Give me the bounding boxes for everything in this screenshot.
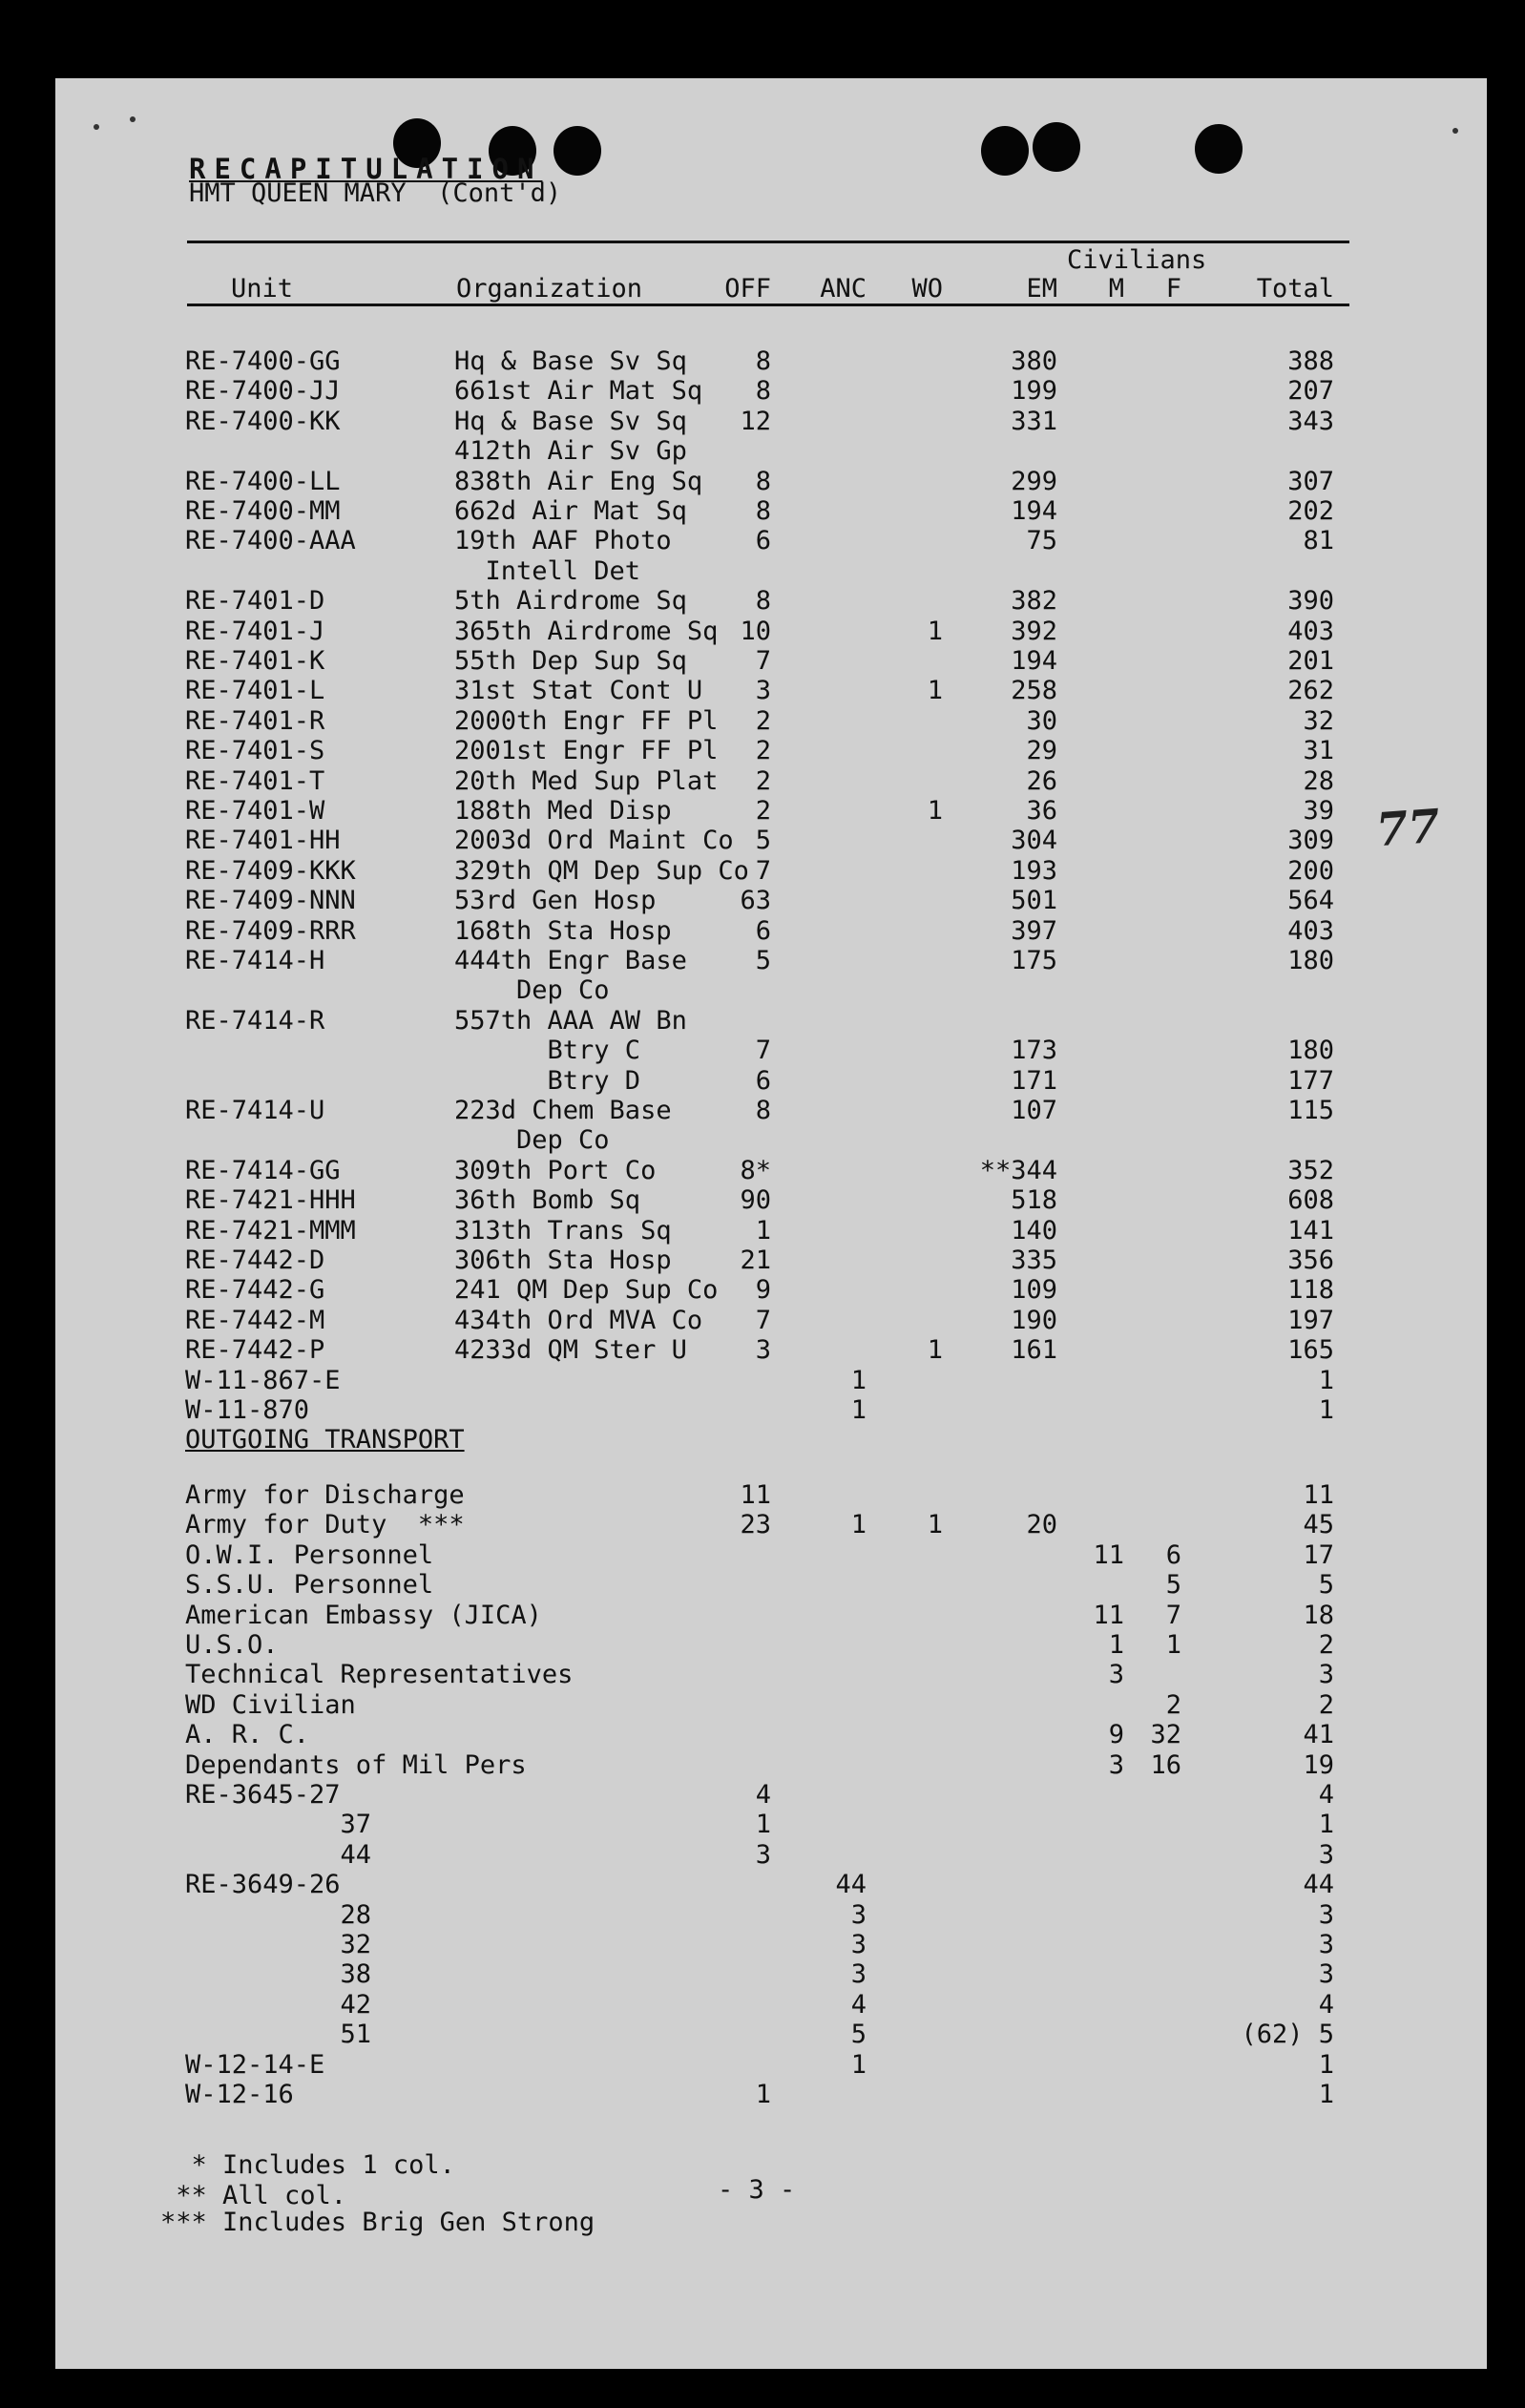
off-cell: 7	[755, 1305, 771, 1335]
em-cell: 29	[1026, 736, 1057, 766]
footnote: * Includes 1 col.	[160, 2150, 455, 2180]
em-cell: 335	[1011, 1246, 1057, 1275]
organization-cell: 55th Dep Sup Sq	[454, 646, 687, 676]
total-cell: 207	[1287, 376, 1334, 407]
wo-cell: 1	[927, 616, 943, 646]
organization-cell: 313th Trans Sq	[454, 1215, 672, 1246]
off-cell: 5	[755, 826, 771, 856]
total-cell: 2	[1318, 1689, 1334, 1720]
speck	[1452, 128, 1458, 134]
organization-cell: 365th Airdrome Sq	[454, 616, 719, 646]
total-cell: 1	[1318, 1810, 1334, 1840]
m-cell: 3	[1108, 1660, 1124, 1690]
col-wo: WO	[911, 274, 943, 304]
off-cell: 90	[740, 1185, 771, 1216]
total-cell: 564	[1287, 886, 1334, 916]
em-cell: 75	[1026, 526, 1057, 556]
outgoing-label: Army for Discharge	[185, 1480, 465, 1510]
f-cell: 6	[1165, 1539, 1181, 1570]
f-cell: 2	[1165, 1689, 1181, 1720]
col-organization: Organization	[456, 274, 643, 304]
total-cell: 115	[1287, 1096, 1334, 1125]
total-cell: 17	[1303, 1539, 1334, 1570]
total-cell: 390	[1287, 586, 1334, 617]
total-cell: 403	[1287, 616, 1334, 646]
col-m: M	[1108, 274, 1124, 304]
off-cell: 8	[755, 466, 771, 496]
col-off: OFF	[724, 274, 771, 304]
em-cell: 20	[1026, 1510, 1057, 1540]
em-cell: 190	[1011, 1305, 1057, 1335]
off-cell: 8	[755, 586, 771, 617]
outgoing-label: S.S.U. Personnel	[185, 1570, 434, 1601]
page-subtitle: HMT QUEEN MARY (Cont'd)	[189, 178, 562, 208]
outgoing-label: U.S.O.	[185, 1630, 279, 1660]
organization-cell: Hq & Base Sv Sq	[454, 346, 687, 376]
unit-cell: RE-7401-L	[185, 676, 325, 706]
total-cell: (62) 5	[1241, 2020, 1334, 2050]
em-cell: 171	[1011, 1065, 1057, 1096]
unit-cell: RE-7442-M	[185, 1305, 325, 1335]
col-total: Total	[1256, 274, 1334, 304]
off-cell: 8	[755, 496, 771, 526]
unit-cell: RE-7400-LL	[185, 466, 341, 496]
off-cell: 1	[755, 1810, 771, 1840]
unit-cell: RE-7401-D	[185, 586, 325, 617]
total-cell: 201	[1287, 646, 1334, 676]
unit-cell: RE-7414-GG	[185, 1155, 341, 1185]
wo-cell: 1	[927, 1510, 943, 1540]
anc-cell: 3	[850, 1959, 867, 1990]
off-cell: 4	[755, 1780, 771, 1810]
unit-cell: RE-7414-U	[185, 1096, 325, 1125]
outgoing-label: 42	[185, 1989, 372, 2020]
m-cell: 11	[1093, 1600, 1124, 1630]
organization-cell: Dep Co	[454, 975, 610, 1006]
unit-cell: RE-7401-W	[185, 796, 325, 826]
outgoing-label: 28	[185, 1899, 372, 1930]
total-cell: 45	[1303, 1510, 1334, 1540]
organization-cell: Intell Det	[454, 555, 641, 586]
off-cell: 6	[755, 1065, 771, 1096]
off-cell: 2	[755, 705, 771, 736]
unit-cell: RE-7409-KKK	[185, 855, 356, 886]
off-cell: 8	[755, 1096, 771, 1125]
off-cell: 23	[740, 1510, 771, 1540]
organization-cell: 412th Air Sv Gp	[454, 436, 687, 467]
em-cell: 258	[1011, 676, 1057, 706]
outgoing-label: 44	[185, 1839, 372, 1870]
total-cell: 1	[1318, 1395, 1334, 1425]
organization-cell: 434th Ord MVA Co	[454, 1305, 703, 1335]
em-cell: **344	[979, 1155, 1057, 1185]
organization-cell: 661st Air Mat Sq	[454, 376, 703, 407]
off-cell: 3	[755, 1335, 771, 1366]
speck	[94, 124, 99, 130]
em-cell: 194	[1011, 496, 1057, 526]
organization-cell: Btry D	[454, 1065, 641, 1096]
anc-cell: 1	[850, 1395, 867, 1425]
f-cell: 16	[1150, 1749, 1181, 1780]
off-cell: 7	[755, 855, 771, 886]
organization-cell: 309th Port Co	[454, 1155, 657, 1185]
anc-cell: 3	[850, 1899, 867, 1930]
em-cell: 36	[1026, 796, 1057, 826]
em-cell: 140	[1011, 1215, 1057, 1246]
total-cell: 32	[1303, 705, 1334, 736]
organization-cell: 444th Engr Base	[454, 946, 687, 975]
total-cell: 81	[1303, 526, 1334, 556]
unit-cell: RE-7409-NNN	[185, 886, 356, 916]
total-cell: 165	[1287, 1335, 1334, 1366]
off-cell: 7	[755, 646, 771, 676]
em-cell: 107	[1011, 1096, 1057, 1125]
anc-cell: 4	[850, 1989, 867, 2020]
footnote: *** Includes Brig Gen Strong	[160, 2208, 595, 2237]
off-cell: 8*	[740, 1155, 771, 1185]
outgoing-label: 32	[185, 1930, 372, 1959]
organization-cell: 557th AAA AW Bn	[454, 1005, 687, 1036]
total-cell: 141	[1287, 1215, 1334, 1246]
unit-cell: RE-7401-K	[185, 646, 325, 676]
f-cell: 5	[1165, 1570, 1181, 1601]
f-cell: 32	[1150, 1720, 1181, 1750]
total-cell: 118	[1287, 1275, 1334, 1306]
em-cell: 304	[1011, 826, 1057, 856]
organization-cell: 241 QM Dep Sup Co	[454, 1275, 719, 1306]
off-cell: 6	[755, 526, 771, 556]
organization-cell: Hq & Base Sv Sq	[454, 406, 687, 436]
total-cell: 309	[1287, 826, 1334, 856]
organization-cell: Btry C	[454, 1036, 641, 1066]
outgoing-label: American Embassy (JICA)	[185, 1600, 542, 1630]
organization-cell: 4233d QM Ster U	[454, 1335, 687, 1366]
total-cell: 19	[1303, 1749, 1334, 1780]
off-cell: 12	[740, 406, 771, 436]
unit-cell: RE-7421-HHH	[185, 1185, 356, 1216]
total-cell: 180	[1287, 1036, 1334, 1066]
col-anc: ANC	[820, 274, 867, 304]
speck	[130, 116, 136, 122]
off-cell: 3	[755, 1839, 771, 1870]
margin-note: 77	[1374, 799, 1442, 858]
total-cell: 3	[1318, 1930, 1334, 1959]
em-cell: 161	[1011, 1335, 1057, 1366]
unit-cell: RE-7409-RRR	[185, 915, 356, 946]
em-cell: 175	[1011, 946, 1057, 975]
total-cell: 1	[1318, 2080, 1334, 2109]
punch-hole	[1033, 122, 1080, 172]
organization-cell: 306th Sta Hosp	[454, 1246, 672, 1275]
off-cell: 2	[755, 796, 771, 826]
organization-cell: 19th AAF Photo	[454, 526, 672, 556]
unit-cell: RE-7414-H	[185, 946, 325, 975]
col-unit: Unit	[231, 274, 294, 304]
unit-cell: RE-7401-T	[185, 765, 325, 796]
header-rule	[187, 304, 1349, 306]
outgoing-label: W-12-14-E	[185, 2049, 325, 2080]
anc-cell: 1	[850, 1365, 867, 1395]
organization-cell: 2000th Engr FF Pl	[454, 705, 719, 736]
unit-cell: RE-7400-MM	[185, 496, 341, 526]
total-cell: 3	[1318, 1899, 1334, 1930]
unit-cell: RE-7400-AAA	[185, 526, 356, 556]
off-cell: 3	[755, 676, 771, 706]
unit-cell: RE-7401-HH	[185, 826, 341, 856]
outgoing-label: 38	[185, 1959, 372, 1990]
em-cell: 501	[1011, 886, 1057, 916]
em-cell: 299	[1011, 466, 1057, 496]
total-cell: 31	[1303, 736, 1334, 766]
off-cell: 1	[755, 2080, 771, 2109]
wo-cell: 1	[927, 796, 943, 826]
off-cell: 5	[755, 946, 771, 975]
outgoing-label: WD Civilian	[185, 1689, 356, 1720]
off-cell: 9	[755, 1275, 771, 1306]
total-cell: 41	[1303, 1720, 1334, 1750]
unit-cell: RE-7400-JJ	[185, 376, 341, 407]
unit-cell: W-11-867-E	[185, 1365, 341, 1395]
outgoing-label: Army for Duty ***	[185, 1510, 465, 1540]
punch-hole	[1195, 124, 1243, 174]
organization-cell: 168th Sta Hosp	[454, 915, 672, 946]
em-cell: 26	[1026, 765, 1057, 796]
organization-cell: 2003d Ord Maint Co	[454, 826, 734, 856]
unit-cell: RE-7401-S	[185, 736, 325, 766]
footnote: ** All col.	[160, 2181, 347, 2210]
em-cell: 173	[1011, 1036, 1057, 1066]
organization-cell: 662d Air Mat Sq	[454, 496, 687, 526]
em-cell: 193	[1011, 855, 1057, 886]
organization-cell: 20th Med Sup Plat	[454, 765, 719, 796]
unit-cell: RE-7421-MMM	[185, 1215, 356, 1246]
em-cell: 199	[1011, 376, 1057, 407]
total-cell: 343	[1287, 406, 1334, 436]
col-civilians: Civilians	[1067, 245, 1207, 275]
outgoing-label: 37	[185, 1810, 372, 1840]
em-cell: 397	[1011, 915, 1057, 946]
organization-cell: 53rd Gen Hosp	[454, 886, 657, 916]
outgoing-heading: OUTGOING TRANSPORT	[185, 1425, 465, 1455]
total-cell: 28	[1303, 765, 1334, 796]
off-cell: 10	[740, 616, 771, 646]
outgoing-label: W-12-16	[185, 2080, 294, 2109]
total-cell: 356	[1287, 1246, 1334, 1275]
unit-cell: W-11-870	[185, 1395, 310, 1425]
total-cell: 200	[1287, 855, 1334, 886]
anc-cell: 1	[850, 1510, 867, 1540]
total-cell: 3	[1318, 1959, 1334, 1990]
anc-cell: 44	[835, 1870, 867, 1900]
f-cell: 1	[1165, 1630, 1181, 1660]
unit-cell: RE-7442-P	[185, 1335, 325, 1366]
em-cell: 382	[1011, 586, 1057, 617]
off-cell: 21	[740, 1246, 771, 1275]
organization-cell: 2001st Engr FF Pl	[454, 736, 719, 766]
col-em: EM	[1026, 274, 1057, 304]
total-cell: 197	[1287, 1305, 1334, 1335]
total-cell: 3	[1318, 1839, 1334, 1870]
anc-cell: 1	[850, 2049, 867, 2080]
unit-cell: RE-7414-R	[185, 1005, 325, 1036]
m-cell: 3	[1108, 1749, 1124, 1780]
off-cell: 63	[740, 886, 771, 916]
total-cell: 2	[1318, 1630, 1334, 1660]
total-cell: 1	[1318, 2049, 1334, 2080]
off-cell: 8	[755, 376, 771, 407]
page-number: - 3 -	[718, 2175, 796, 2205]
total-cell: 177	[1287, 1065, 1334, 1096]
off-cell: 1	[755, 1215, 771, 1246]
em-cell: 518	[1011, 1185, 1057, 1216]
outgoing-label: Dependants of Mil Pers	[185, 1749, 527, 1780]
organization-cell: 5th Airdrome Sq	[454, 586, 687, 617]
em-cell: 109	[1011, 1275, 1057, 1306]
off-cell: 2	[755, 736, 771, 766]
document-page	[55, 78, 1487, 2369]
total-cell: 39	[1303, 796, 1334, 826]
outgoing-label: Technical Representatives	[185, 1660, 574, 1690]
outgoing-label: A. R. C.	[185, 1720, 310, 1750]
total-cell: 44	[1303, 1870, 1334, 1900]
total-cell: 5	[1318, 1570, 1334, 1601]
total-cell: 11	[1303, 1480, 1334, 1510]
punch-hole	[554, 126, 601, 176]
outgoing-label: O.W.I. Personnel	[185, 1539, 434, 1570]
total-cell: 4	[1318, 1780, 1334, 1810]
total-cell: 3	[1318, 1660, 1334, 1690]
off-cell: 11	[740, 1480, 771, 1510]
total-cell: 608	[1287, 1185, 1334, 1216]
organization-cell: 188th Med Disp	[454, 796, 672, 826]
total-cell: 180	[1287, 946, 1334, 975]
organization-cell: 329th QM Dep Sup Co	[454, 855, 749, 886]
page-title: RECAPITULATION	[189, 153, 543, 185]
total-cell: 18	[1303, 1600, 1334, 1630]
unit-cell: RE-7401-J	[185, 616, 325, 646]
unit-cell: RE-7400-KK	[185, 406, 341, 436]
total-cell: 202	[1287, 496, 1334, 526]
em-cell: 331	[1011, 406, 1057, 436]
f-cell: 7	[1165, 1600, 1181, 1630]
em-cell: 380	[1011, 346, 1057, 376]
wo-cell: 1	[927, 1335, 943, 1366]
outgoing-label: RE-3645-27	[185, 1780, 341, 1810]
organization-cell: 838th Air Eng Sq	[454, 466, 703, 496]
punch-hole	[981, 126, 1029, 176]
total-cell: 388	[1287, 346, 1334, 376]
unit-cell: RE-7442-D	[185, 1246, 325, 1275]
wo-cell: 1	[927, 676, 943, 706]
total-cell: 403	[1287, 915, 1334, 946]
organization-cell: 36th Bomb Sq	[454, 1185, 641, 1216]
total-cell: 4	[1318, 1989, 1334, 2020]
anc-cell: 5	[850, 2020, 867, 2050]
top-rule	[187, 241, 1349, 243]
m-cell: 9	[1108, 1720, 1124, 1750]
total-cell: 262	[1287, 676, 1334, 706]
anc-cell: 3	[850, 1930, 867, 1959]
organization-cell: Dep Co	[454, 1125, 610, 1156]
total-cell: 352	[1287, 1155, 1334, 1185]
total-cell: 307	[1287, 466, 1334, 496]
unit-cell: RE-7442-G	[185, 1275, 325, 1306]
organization-cell: 31st Stat Cont U	[454, 676, 703, 706]
em-cell: 30	[1026, 705, 1057, 736]
m-cell: 11	[1093, 1539, 1124, 1570]
organization-cell: 223d Chem Base	[454, 1096, 672, 1125]
unit-cell: RE-7401-R	[185, 705, 325, 736]
outgoing-label: RE-3649-26	[185, 1870, 341, 1900]
off-cell: 8	[755, 346, 771, 376]
outgoing-label: 51	[185, 2020, 372, 2050]
off-cell: 2	[755, 765, 771, 796]
em-cell: 392	[1011, 616, 1057, 646]
m-cell: 1	[1108, 1630, 1124, 1660]
em-cell: 194	[1011, 646, 1057, 676]
off-cell: 7	[755, 1036, 771, 1066]
col-f: F	[1165, 274, 1181, 304]
off-cell: 6	[755, 915, 771, 946]
total-cell: 1	[1318, 1365, 1334, 1395]
unit-cell: RE-7400-GG	[185, 346, 341, 376]
